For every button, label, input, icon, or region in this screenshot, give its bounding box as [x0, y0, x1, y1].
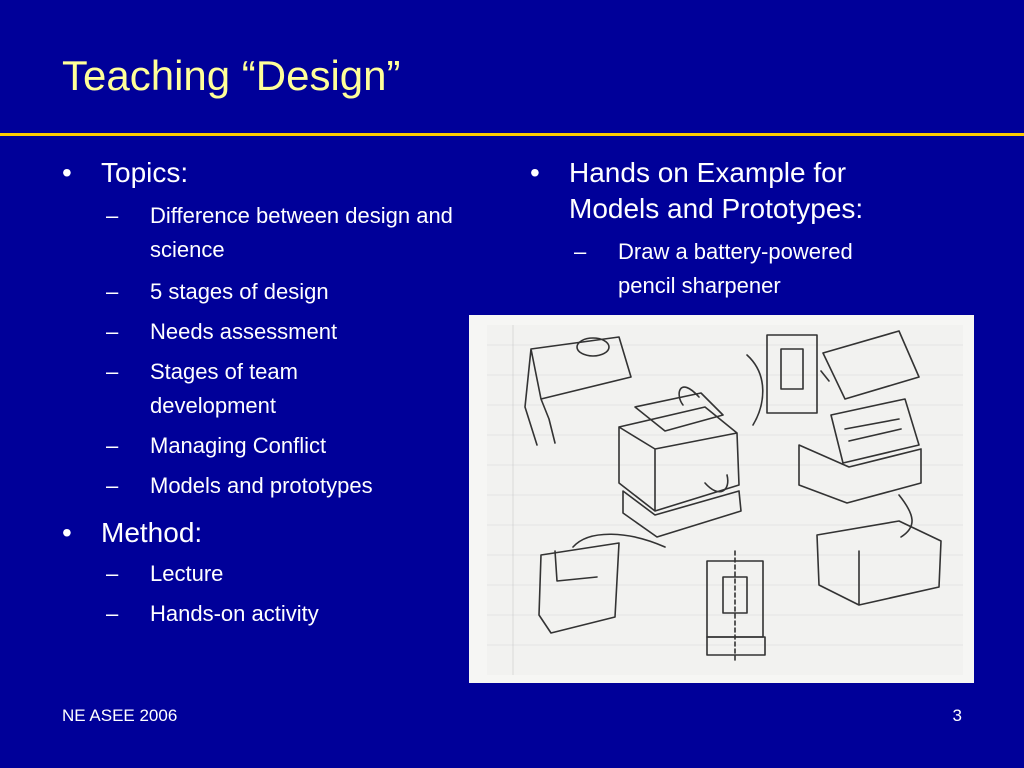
title-divider	[0, 133, 1024, 136]
topic-item	[106, 199, 492, 267]
method-item	[106, 597, 492, 631]
topics-label: Topics:	[101, 157, 189, 188]
topics-bullet	[62, 155, 492, 191]
topic-text: Models and prototypes	[150, 473, 373, 498]
sketch-paper	[487, 325, 963, 675]
left-column	[62, 155, 492, 631]
example-text: Draw a battery-powered pencil sharpener	[618, 239, 853, 298]
pencil-sharpener-sketch	[469, 315, 974, 683]
footer-left: NE ASEE 2006	[62, 706, 178, 725]
method-bullet	[62, 515, 492, 551]
topic-text: Managing Conflict	[150, 433, 327, 458]
right-column	[530, 155, 950, 303]
topic-text: Needs assessment	[150, 319, 338, 344]
bullet-glyph: •	[530, 157, 540, 188]
topic-item	[106, 429, 492, 463]
example-bullet	[530, 155, 909, 227]
dash-glyph: –	[106, 433, 119, 458]
dash-glyph: –	[106, 561, 119, 586]
dash-glyph: –	[106, 601, 119, 626]
example-heading: Hands on Example for Models and Prototypes:	[569, 157, 864, 224]
topic-item	[106, 355, 390, 423]
method-item	[106, 557, 492, 591]
method-text: Hands-on activity	[150, 601, 319, 626]
bullet-glyph: •	[62, 517, 72, 548]
dash-glyph: –	[574, 239, 587, 264]
dash-glyph: –	[106, 359, 119, 384]
bullet-glyph: •	[62, 157, 72, 188]
slide-title: Teaching “Design”	[62, 52, 401, 99]
dash-glyph: –	[106, 279, 119, 304]
page-number: 3	[952, 706, 962, 725]
dash-glyph: –	[106, 203, 119, 228]
topic-item	[106, 315, 492, 349]
topic-item	[106, 275, 492, 309]
method-text: Lecture	[150, 561, 224, 586]
dash-glyph: –	[106, 319, 119, 344]
dash-glyph: –	[106, 473, 119, 498]
topic-text: Difference between design and science	[150, 203, 453, 262]
example-item	[574, 235, 908, 303]
topic-text: Stages of team development	[150, 359, 298, 418]
method-label: Method:	[101, 517, 203, 548]
topic-text: 5 stages of design	[150, 279, 329, 304]
topic-item	[106, 469, 492, 503]
